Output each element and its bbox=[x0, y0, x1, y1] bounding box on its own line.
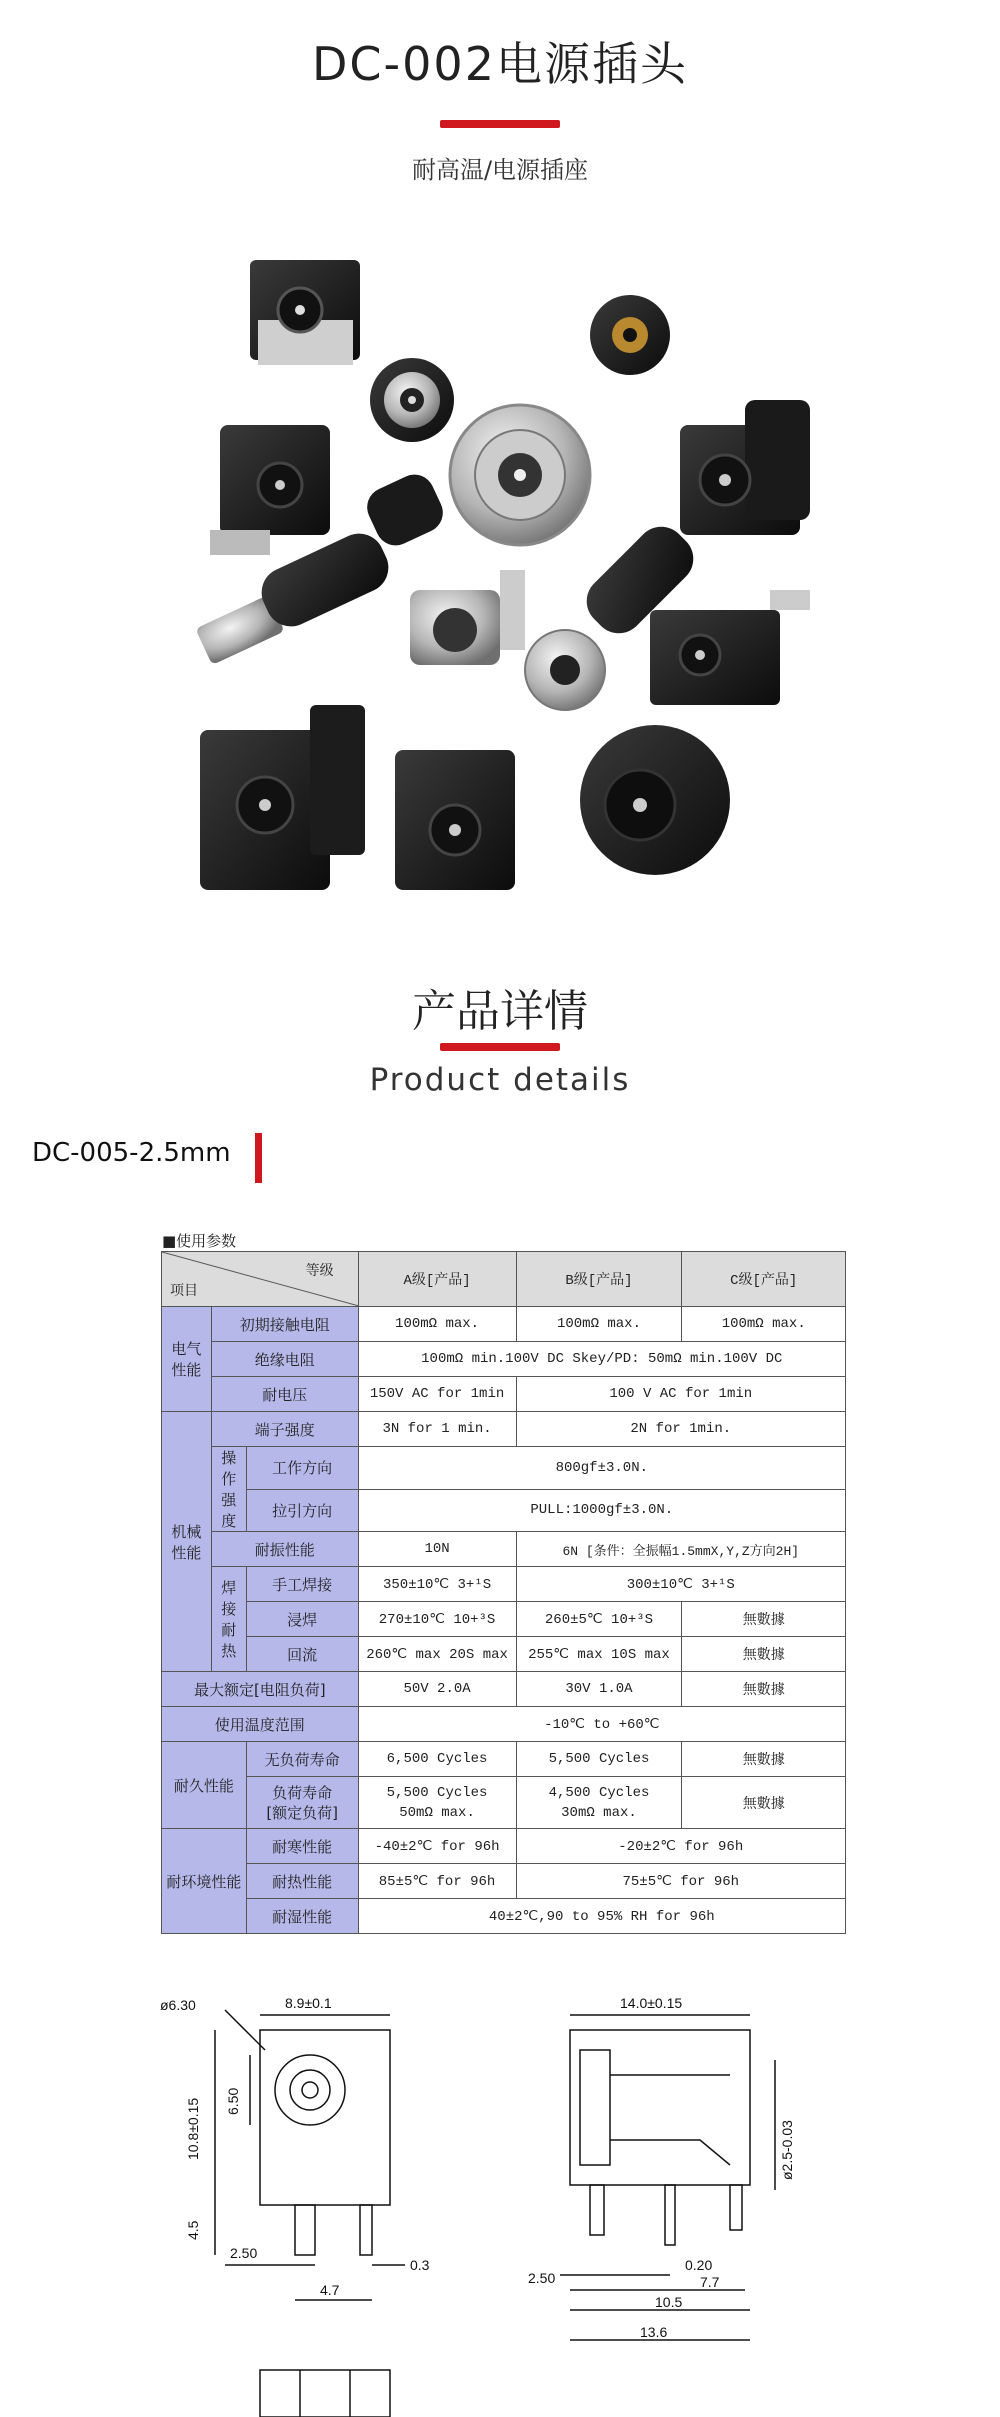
dim-lead-offset: 2.50 bbox=[230, 2245, 258, 2261]
row-label: 端子强度 bbox=[211, 1412, 358, 1447]
front-view-body bbox=[260, 2030, 390, 2205]
connector-metal-nut bbox=[450, 405, 590, 545]
row-label: 耐振性能 bbox=[211, 1532, 358, 1567]
side-view-lead-2 bbox=[665, 2185, 675, 2245]
row-label-line: [额定负荷] bbox=[266, 1803, 339, 1822]
cell-line: 5,500 Cycles bbox=[386, 1784, 488, 1801]
table-row bbox=[162, 1532, 846, 1567]
cell-value: 100 V AC for 1min bbox=[516, 1377, 845, 1412]
cell-value: 50V 2.0A bbox=[358, 1672, 516, 1707]
cell-value: 無數據 bbox=[682, 1672, 846, 1707]
model-accent-bar bbox=[255, 1133, 262, 1183]
page-subtitle: 耐高温/电源插座 bbox=[411, 156, 589, 184]
row-label: 耐寒性能 bbox=[246, 1829, 358, 1864]
grade-c-header: C级[产品] bbox=[682, 1252, 846, 1307]
cell-value: 無數據 bbox=[682, 1637, 846, 1672]
front-view-pin bbox=[302, 2082, 318, 2098]
dim-side-10-5: 10.5 bbox=[655, 2294, 683, 2310]
connector-smd bbox=[250, 260, 360, 365]
row-label: 绝缘电阻 bbox=[211, 1342, 358, 1377]
product-photo bbox=[180, 230, 840, 920]
cell-value: -20±2℃ for 96h bbox=[516, 1829, 845, 1864]
table-row bbox=[162, 1447, 846, 1490]
dim-front-height: 10.8±0.15 bbox=[185, 2097, 201, 2160]
spec-caption: ■使用参数 bbox=[162, 1232, 237, 1250]
row-label: 浸焊 bbox=[246, 1602, 358, 1637]
cell-value: 800gf±3.0N. bbox=[358, 1447, 845, 1490]
cell-value: -10℃ to +60℃ bbox=[358, 1707, 845, 1742]
dim-side-13-6: 13.6 bbox=[640, 2324, 668, 2340]
page-title: DC-002电源插头 bbox=[312, 37, 688, 91]
dim-pin-thickness: 0.20 bbox=[685, 2257, 713, 2273]
front-view-mid-circle bbox=[290, 2070, 330, 2110]
row-label bbox=[246, 1777, 358, 1829]
connector-panel-round-small bbox=[370, 358, 454, 442]
category-durability: 耐久性能 bbox=[162, 1742, 247, 1829]
cell-value: 100mΩ max. bbox=[682, 1307, 846, 1342]
dim-lead-thickness: 0.3 bbox=[410, 2257, 430, 2273]
cell-value: 3N for 1 min. bbox=[358, 1412, 516, 1447]
table-row bbox=[162, 1899, 846, 1934]
details-subtitle: Product details bbox=[369, 1062, 631, 1098]
front-view-lead bbox=[295, 2205, 315, 2255]
technical-drawing bbox=[140, 1990, 860, 2417]
spec-table bbox=[161, 1251, 846, 1934]
row-label: 操作强度 bbox=[211, 1447, 246, 1532]
cell-value: 6,500 Cycles bbox=[358, 1742, 516, 1777]
table-row bbox=[162, 1602, 846, 1637]
cell-line: 30mΩ max. bbox=[561, 1804, 637, 1821]
table-row bbox=[162, 1707, 846, 1742]
row-label: 最大额定[电阻负荷] bbox=[162, 1672, 359, 1707]
cell-value: 10N bbox=[358, 1532, 516, 1567]
cell-value: 260±5℃ 10+³S bbox=[516, 1602, 682, 1637]
dim-side-7-7: 7.7 bbox=[700, 2274, 720, 2290]
cell-value: 無數據 bbox=[682, 1602, 846, 1637]
row-label-line: 负荷寿命 bbox=[272, 1783, 333, 1802]
connector-round-panel bbox=[580, 725, 730, 875]
details-accent-bar bbox=[440, 1043, 560, 1051]
side-view-lead-3 bbox=[730, 2185, 742, 2230]
table-row bbox=[162, 1307, 846, 1342]
connector-square-black bbox=[200, 705, 365, 890]
row-label: 回流 bbox=[246, 1637, 358, 1672]
front-view-outer-circle bbox=[275, 2055, 345, 2125]
table-row bbox=[162, 1567, 846, 1602]
cell-value: 30V 1.0A bbox=[516, 1672, 682, 1707]
table-row bbox=[162, 1672, 846, 1707]
dim-front-width: 8.9±0.1 bbox=[285, 1995, 332, 2011]
cell-line: 50mΩ max. bbox=[399, 1804, 475, 1821]
cell-value: 5,500 Cycles bbox=[516, 1742, 682, 1777]
table-row bbox=[162, 1342, 846, 1377]
table-row bbox=[162, 1489, 846, 1532]
item-label: 项目 bbox=[170, 1283, 198, 1299]
dim-diameter-outer: ø6.30 bbox=[160, 1997, 196, 2013]
connector-square-small bbox=[395, 750, 515, 890]
side-view-flange bbox=[580, 2050, 610, 2165]
row-label: 初期接触电阻 bbox=[211, 1307, 358, 1342]
category-environment: 耐环境性能 bbox=[162, 1829, 247, 1934]
dim-pin-diameter: ø2.5-0.03 bbox=[779, 2120, 795, 2180]
dim-side-length: 14.0±0.15 bbox=[620, 1995, 683, 2011]
cell-value: 85±5℃ for 96h bbox=[358, 1864, 516, 1899]
table-row bbox=[162, 1864, 846, 1899]
row-label: 拉引方向 bbox=[246, 1489, 358, 1532]
row-label: 耐湿性能 bbox=[246, 1899, 358, 1934]
cell-value: 6N [条件：全振幅1.5mmX,Y,Z方向2H] bbox=[516, 1532, 845, 1567]
row-label: 焊接耐热 bbox=[211, 1567, 246, 1672]
bottom-view-body bbox=[260, 2370, 390, 2417]
side-view-contact bbox=[610, 2075, 730, 2165]
front-view-lead-right bbox=[360, 2205, 372, 2255]
cell-value: 350±10℃ 3+¹S bbox=[358, 1567, 516, 1602]
cell-value: 300±10℃ 3+¹S bbox=[516, 1567, 845, 1602]
grade-a-header: A级[产品] bbox=[358, 1252, 516, 1307]
cell-value: 255℃ max 10S max bbox=[516, 1637, 682, 1672]
connector-pcb-right bbox=[650, 590, 810, 705]
table-row bbox=[162, 1829, 846, 1864]
dim-lead-spacing: 4.7 bbox=[320, 2282, 340, 2298]
cell-value: 260℃ max 20S max bbox=[358, 1637, 516, 1672]
table-row bbox=[162, 1252, 846, 1307]
dim-side-2-50: 2.50 bbox=[528, 2270, 556, 2286]
cell-value: 2N for 1min. bbox=[516, 1412, 845, 1447]
dim-lead-length: 4.5 bbox=[185, 2220, 201, 2240]
cell-value: 150V AC for 1min bbox=[358, 1377, 516, 1412]
table-row bbox=[162, 1777, 846, 1829]
title-accent-bar bbox=[440, 120, 560, 128]
category-mechanical: 机械性能 bbox=[162, 1412, 212, 1672]
cell-value: 100mΩ min.100V DC Skey/PD: 50mΩ min.100V DC bbox=[358, 1342, 845, 1377]
row-label: 无负荷寿命 bbox=[246, 1742, 358, 1777]
cell-value: 270±10℃ 10+³S bbox=[358, 1602, 516, 1637]
cell-value: -40±2℃ for 96h bbox=[358, 1829, 516, 1864]
side-view-lead-1 bbox=[590, 2185, 604, 2235]
cell-value: 75±5℃ for 96h bbox=[516, 1864, 845, 1899]
cell-line: 4,500 Cycles bbox=[548, 1784, 650, 1801]
details-title: 产品详情 bbox=[412, 986, 588, 1037]
row-label: 耐热性能 bbox=[246, 1864, 358, 1899]
category-electrical: 电气性能 bbox=[162, 1307, 212, 1412]
table-row bbox=[162, 1742, 846, 1777]
cell-value: 40±2℃,90 to 95% RH for 96h bbox=[358, 1899, 845, 1934]
table-corner-header bbox=[162, 1252, 359, 1307]
table-row bbox=[162, 1637, 846, 1672]
grade-label: 等级 bbox=[305, 1263, 334, 1279]
table-row bbox=[162, 1412, 846, 1447]
connector-pcb-large bbox=[680, 400, 810, 535]
cell-value: 100mΩ max. bbox=[358, 1307, 516, 1342]
side-view-body bbox=[570, 2030, 750, 2185]
dim-center-height: 6.50 bbox=[225, 2087, 241, 2115]
connector-round-black bbox=[590, 295, 670, 375]
cell-value: PULL:1000gf±3.0N. bbox=[358, 1489, 845, 1532]
row-label: 工作方向 bbox=[246, 1447, 358, 1490]
connector-threaded bbox=[410, 570, 525, 665]
cell-value bbox=[358, 1777, 516, 1829]
table-row bbox=[162, 1377, 846, 1412]
cell-value: 100mΩ max. bbox=[516, 1307, 682, 1342]
grade-b-header: B级[产品] bbox=[516, 1252, 682, 1307]
row-label: 手工焊接 bbox=[246, 1567, 358, 1602]
cell-value: 無數據 bbox=[682, 1742, 846, 1777]
cell-value bbox=[516, 1777, 682, 1829]
model-label: DC-005-2.5mm bbox=[32, 1138, 231, 1168]
row-label: 耐电压 bbox=[211, 1377, 358, 1412]
connector-pcb-black bbox=[210, 425, 330, 555]
row-label: 使用温度范围 bbox=[162, 1707, 359, 1742]
cell-value: 無數據 bbox=[682, 1777, 846, 1829]
